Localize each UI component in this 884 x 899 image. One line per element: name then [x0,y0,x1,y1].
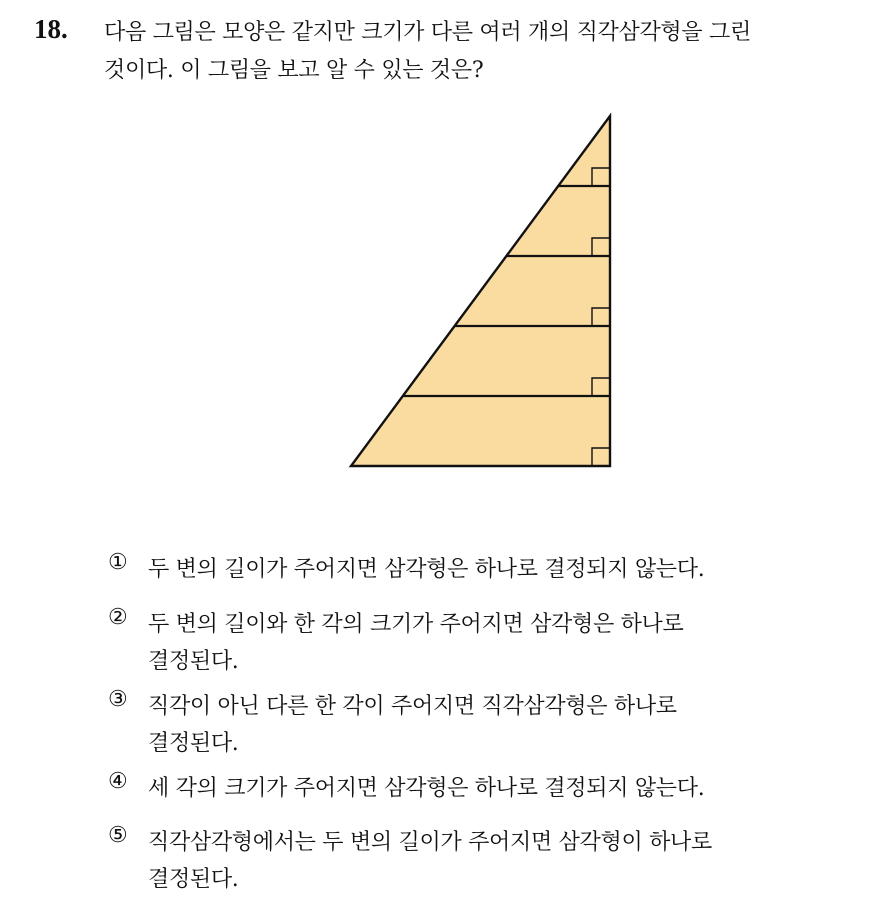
choice-5-mark: ⑤ [108,823,128,848]
choice-1-text [148,550,838,589]
choice-1-mark: ① [108,550,128,575]
choice-2-line-2: 결정된다. [148,649,239,674]
large-right-triangle [351,116,610,466]
choice-1-line-1: 두 변의 길이가 주어지면 삼각형은 하나로 결정되지 않는다. [148,557,705,582]
choice-2-text [148,605,838,644]
choice-3-mark: ③ [108,687,128,712]
choice-4-mark: ④ [108,769,128,794]
choice-3-line-1: 직각이 아닌 다른 한 각이 주어지면 직각삼각형은 하나로 [148,694,677,719]
question-text-line-2: 것이다. 이 그림을 보고 알 수 있는 것은? [104,58,484,83]
choice-3-text [148,687,838,726]
question-text-line-1: 다음 그림은 모양은 같지만 크기가 다른 여러 개의 직각삼각형을 그린 [104,20,751,45]
question-text [104,14,872,90]
choice-3-line-2: 결정된다. [148,731,239,756]
choice-2-mark: ② [108,605,128,630]
choice-4-text [148,769,838,808]
choice-2-line-1: 두 변의 길이와 한 각의 크기가 주어지면 삼각형은 하나로 [148,612,684,637]
choice-5-line-1: 직각삼각형에서는 두 변의 길이가 주어지면 삼각형이 하나로 [148,830,712,855]
choice-4-line-1: 세 각의 크기가 주어지면 삼각형은 하나로 결정되지 않는다. [148,776,705,801]
question-number: 18. [34,14,68,44]
choice-5-text [148,823,838,862]
stacked-right-triangles-figure [345,112,617,472]
choice-5-line-2: 결정된다. [148,867,239,892]
